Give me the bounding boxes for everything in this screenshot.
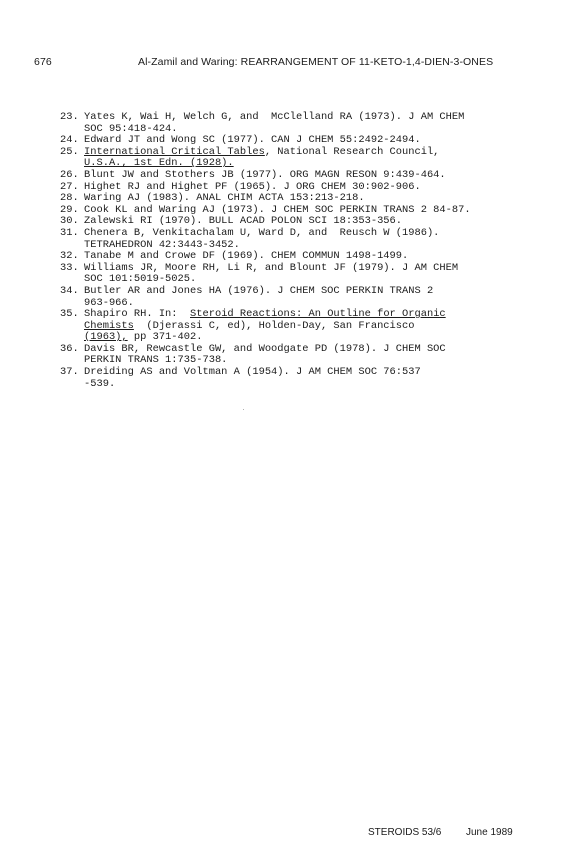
reference-segment: SOC 101:5019-5025. [84, 273, 197, 286]
reference-number: 25. [60, 145, 79, 158]
underlined-title: International Critical Tables [84, 145, 265, 158]
reference-segment: Williams JR, Moore RH, Li R, and Blount JF (1979). J AM CHEM [84, 261, 459, 274]
reference-number: 34. [60, 284, 79, 297]
reference-segment: Cook KL and Waring AJ (1973). J CHEM SOC PERKIN TRANS 2 84-87. [84, 203, 471, 216]
underlined-title: Steroid Reactions: An Outline for Organic [190, 308, 446, 321]
underlined-title: U.S.A., 1st Edn. (1928). [84, 157, 234, 170]
reference-segment: Dreiding AS and Voltman A (1954). J AM CHEM SOC 76:537 [84, 366, 421, 379]
reference-text [84, 286, 530, 309]
reference-segment: Waring AJ (1983). ANAL CHIM ACTA 153:213-218. [84, 192, 365, 205]
reference-text [84, 112, 530, 135]
reference-item [60, 367, 530, 390]
reference-segment: -539. [84, 377, 116, 390]
reference-segment: Tanabe M and Crowe DF (1969). CHEM COMMUN 1498-1499. [84, 250, 409, 263]
reference-number: 31. [60, 226, 79, 239]
reference-segment: Edward JT and Wong SC (1977). CAN J CHEM 55:2492-2494. [84, 134, 421, 147]
reference-segment: PERKIN TRANS 1:735-738. [84, 354, 228, 367]
reference-segment: Butler AR and Jones HA (1976). J CHEM SOC PERKIN TRANS 2 [84, 284, 434, 297]
reference-segment: Highet RJ and Highet PF (1965). J ORG CHEM 30:902-906. [84, 180, 421, 193]
reference-list [60, 112, 530, 390]
footer-date: June 1989 [466, 827, 513, 838]
reference-line [84, 286, 530, 298]
reference-number: 29. [60, 203, 79, 216]
reference-segment: 963-966. [84, 296, 134, 309]
reference-item [60, 286, 530, 309]
reference-number: 37. [60, 366, 79, 379]
reference-line [84, 379, 530, 391]
reference-number: 23. [60, 111, 79, 123]
reference-segment: Chenera B, Venkitachalam U, Ward D, and Reusch W (1986). [84, 226, 440, 239]
reference-text [84, 309, 530, 344]
reference-segment: Blunt JW and Stothers JB (1977). ORG MAGN RESON 9:439-464. [84, 168, 446, 181]
footer-journal: STEROIDS 53/6 [368, 827, 442, 838]
reference-segment: Davis BR, Rewcastle GW, and Woodgate PD (1978). J CHEM SOC [84, 342, 446, 355]
reference-number: 33. [60, 261, 79, 274]
reference-number: 36. [60, 342, 79, 355]
reference-segment: SOC 95:418-424. [84, 122, 178, 135]
underlined-title: (1963), [84, 331, 128, 344]
reference-text [84, 263, 530, 286]
reference-text [84, 344, 530, 367]
reference-number: 24. [60, 134, 79, 147]
page-speck [243, 409, 244, 410]
reference-number: 32. [60, 250, 79, 263]
reference-segment: TETRAHEDRON 42:3443-3452. [84, 238, 240, 251]
reference-number: 35. [60, 308, 79, 321]
reference-number: 26. [60, 168, 79, 181]
reference-item [60, 112, 530, 135]
reference-number: 27. [60, 180, 79, 193]
underlined-title: Chemists [84, 319, 134, 332]
reference-text [84, 367, 530, 390]
reference-text [84, 147, 530, 170]
reference-line [84, 367, 530, 379]
reference-segment: Zalewski RI (1970). BULL ACAD POLON SCI 18:353-356. [84, 215, 403, 228]
reference-item [60, 344, 530, 367]
reference-item [60, 147, 530, 170]
reference-segment: pp 371-402. [127, 331, 203, 344]
reference-number: 28. [60, 192, 79, 205]
running-title: Al-Zamil and Waring: REARRANGEMENT OF 11-KETO-1,4-DIEN-3-ONES [138, 56, 494, 68]
page-number: 676 [34, 56, 52, 68]
reference-item [60, 228, 530, 251]
reference-segment: Yates K, Wai H, Welch G, and McClelland RA (1973). J AM CHEM [84, 111, 465, 123]
reference-segment: (Djerassi C, ed), Holden-Day, San Francisco [133, 319, 415, 332]
reference-item [60, 263, 530, 286]
reference-item [60, 309, 530, 344]
reference-number: 30. [60, 215, 79, 228]
reference-text [84, 228, 530, 251]
reference-segment: Shapiro RH. In: [84, 308, 191, 321]
reference-segment: , National Research Council, [264, 145, 440, 158]
